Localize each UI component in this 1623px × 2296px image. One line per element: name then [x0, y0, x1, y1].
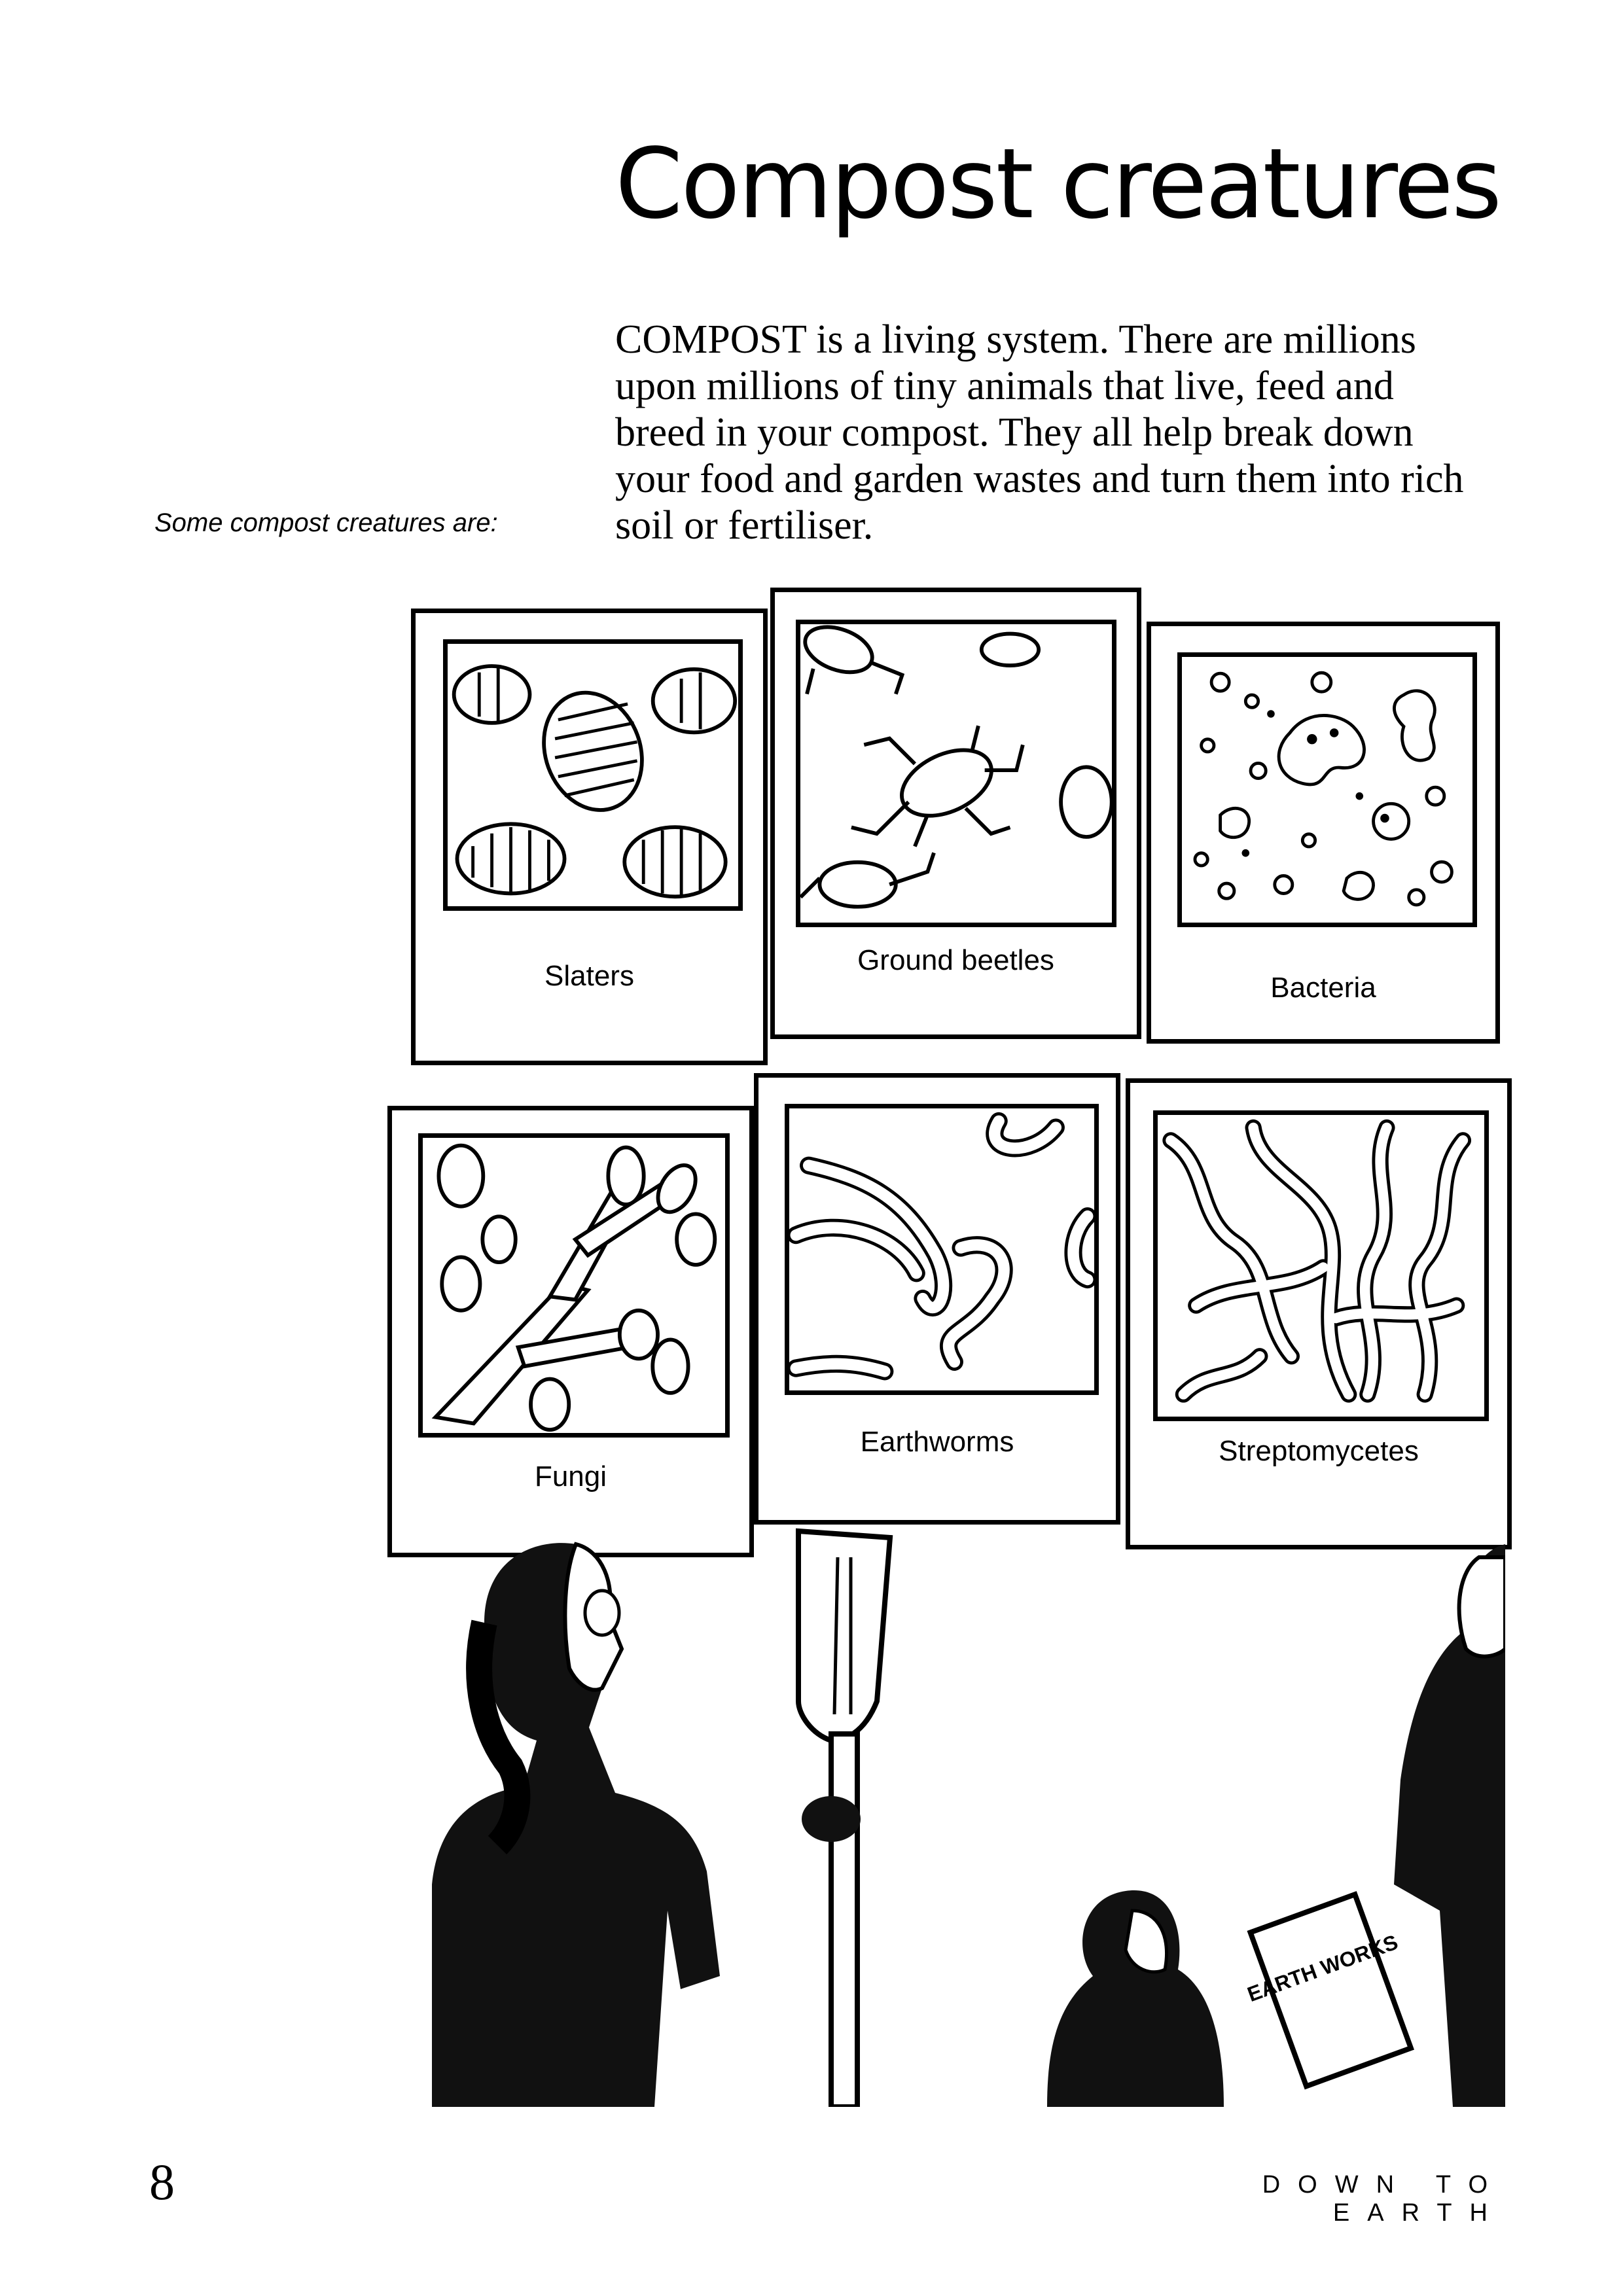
card-earthworms — [754, 1073, 1120, 1525]
running-footer: DOWN TO EARTH — [1262, 2171, 1505, 2227]
man-figure — [1228, 1544, 1505, 2107]
card-label: Fungi — [534, 1460, 607, 1492]
streptomycetes-icon — [1153, 1110, 1489, 1421]
bacteria-icon — [1177, 652, 1477, 927]
fungi-icon — [418, 1133, 730, 1438]
slater-icon — [443, 639, 743, 911]
beetle-icon — [796, 620, 1116, 927]
shovel-icon — [798, 1531, 890, 2107]
woman-figure — [432, 1543, 720, 2107]
card-label: Bacteria — [1270, 972, 1376, 1004]
side-caption: Some compost creatures are: — [154, 508, 498, 537]
earthworm-icon — [785, 1104, 1099, 1395]
card-label: Streptomycetes — [1219, 1435, 1419, 1467]
card-label: Slaters — [544, 960, 634, 992]
card-label: Earthworms — [860, 1426, 1014, 1458]
card-streptomycetes — [1126, 1078, 1512, 1549]
earth-works-book — [1228, 1886, 1433, 2094]
page-title: Compost creatures — [615, 128, 1501, 240]
book-title: EARTH WORKS — [1244, 1930, 1401, 2007]
page-number: 8 — [149, 2153, 175, 2210]
card-label: Ground beetles — [857, 944, 1054, 976]
card-ground-beetles — [770, 588, 1141, 1039]
card-fungi — [387, 1106, 754, 1557]
intro-paragraph: COMPOST is a living system. There are millions upon millions of tiny animals that live, feed and breed in your compost. They all help break down your food and garden wastes and turn them into rich soil or fertiliser. — [615, 317, 1464, 548]
people-illustration — [327, 1518, 1505, 2107]
child-figure — [1047, 1890, 1224, 2107]
card-bacteria — [1147, 622, 1500, 1044]
card-slaters — [411, 609, 768, 1065]
